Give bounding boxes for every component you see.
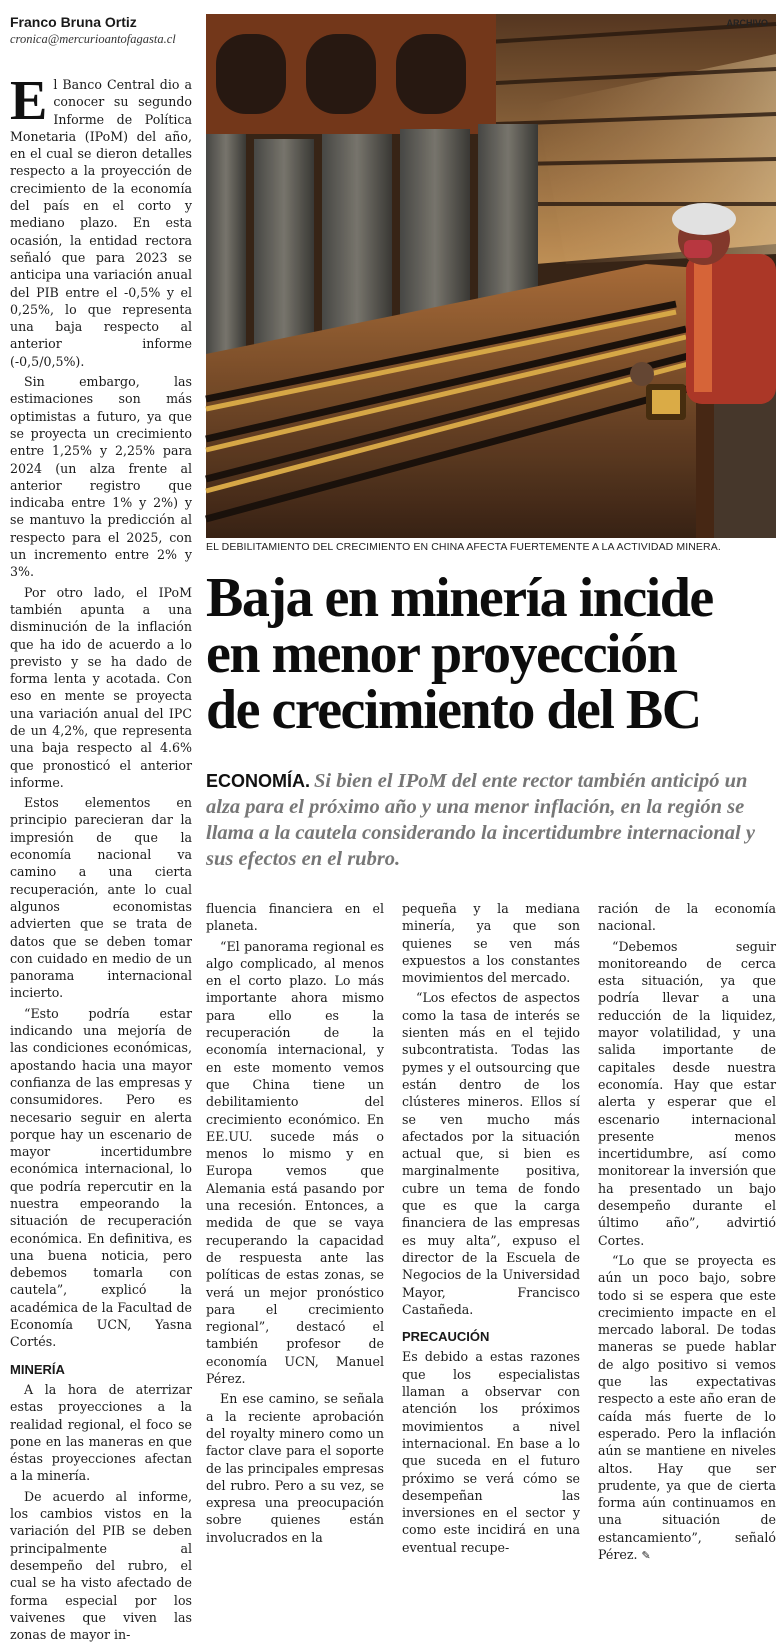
photo-credit: ARCHIVO [726,18,768,28]
paragraph: “Lo que se proyecta es aún un poco bajo, sobre todo si se espera que este crecimiento impacte en el mercado laboral. De todas maneras se puede hablar de algo positivo si vemos que las expectativas respecto a este año eran de caída más fuerte de lo esperado. Pero la inflación aún se mantiene en niveles altos. Hay que ser prudente, ya que de cierta forma aún continuamos en una situación de estancamiento”, señaló Pérez. ✎ [598,1252,776,1562]
headline-line: en menor proyección [206,623,677,685]
paragraph: “El panorama regional es algo complicado, al menos en el corto plazo. Lo más importante ahora mismo para ello es la recuperación de la economía internacional, y en este momento vemos que China tiene un debilitamiento del crecimiento económico. En EE.UU. sucede más o menos lo mismo y en Europa vemos que Alemania está pasando por una recesión. Entonces, a medida de que se vaya recuperando la capacidad de respuesta ante las políticas de estas zonas, se verá un mejor pronóstico para el crecimiento regional”, destacó el también profesor de economía UCN, Manuel Pérez. [206,938,384,1387]
section-label: ECONOMÍA. [206,771,311,791]
paragraph: pequeña y la mediana minería, ya que son quienes se ven más expuestos a los constantes movimientos del mercado. [402,901,580,986]
paragraph: En ese camino, se señala a la reciente aprobación del royalty minero como un factor clave para el soporte de las principales empresas del rubro. Pero a su vez, se expresa una preocupación sobre quienes están involucrados en la [206,1391,384,1545]
drop-cap: E [10,70,48,132]
paragraph: De acuerdo al informe, los cambios vistos en la variación del PIB se deben principalmente al desempeño del rubro, el cual se ha visto afectado de forma especial por los vaivenes que viven las zonas de mayor in- [10,1488,192,1643]
headline [206,567,776,741]
lead-text: Si bien el IPoM del ente rector también anticipó un alza para el próximo año y una menor inflación, en la región se llama a la cautela considerando la incertidumbre internacional y sus efectos en el rubro. [206,770,755,870]
article-column-3 [402,900,580,1559]
headline-line: Baja en minería incide [206,567,713,629]
paragraph: Estos elementos en principio parecieran dar la impresión de que la economía nacional va camino a una cierta recuperación, ante lo cual algunos economistas advierten que se trata de datos que se deben tomar con cuidado en medio de un panorama internacional incierto. [10,795,192,1001]
lead [206,768,766,872]
paragraph: “Los efectos de aspectos como la tasa de interés se sienten más en el tejido subcontratista. Todas las pymes y el outsourcing que están dentro de los clústeres mineros. Ellos sí se ven mucho más afectados por la situación actual que, si bien es marginalmente positiva, cubre un tema de fondo que es que la carga financiera de las empresas es muy alta”, expuso el director de la Escuela de Negocios de la Universidad Mayor, Francisco Castañeda. [402,990,580,1317]
photo-caption: EL DEBILITAMIENTO DEL CRECIMIENTO EN CHINA AFECTA FUERTEMENTE A LA ACTIVIDAD MINERA. [206,541,721,553]
end-mark-icon: ✎ [641,1548,651,1562]
author-name: Franco Bruna Ortiz [10,14,137,30]
paragraph: Sin embargo, las estimaciones son más optimistas a futuro, ya que se proyecta un crecimiento entre 1,25% y 2,25% para 2024 (un alza frente al anterior registro que indicaba entre 1% y 2%) y se mantuvo la predicción al respecto para el 2025, con un incremento entre 2% y 3%. [10,374,192,580]
author-email[interactable]: cronica@mercurioantofagasta.cl [10,32,176,46]
paragraph: “Debemos seguir monitoreando de cerca esta situación, ya que podría llevar a una reducción de la liquidez, mayor volatilidad, y una salida importante de capitales desde nuestra economía. Hay que estar alerta y esperar que el escenario internacional presente menos incertidumbre, así como monitorear la inversión que ha presentado un bajo desempeño durante el último año”, advirtió Cortes. [598,938,776,1248]
paragraph: Por otro lado, el IPoM también apunta a una disminución de la inflación que ha ido de acuerdo a lo previsto y se ha dado de forma lenta y acotada. Con eso en mente se proyecta una variación anual del IPC de un 4,2%, que representa una baja respecto al 4.6% que pronosticó el anterior informe. [10,584,192,790]
paragraph: A la hora de aterrizar estas proyecciones a la realidad regional, el foco se pone en las maneras en que éstas proyecciones afectan a la minería. [10,1381,192,1484]
subhead-mineria: MINERÍA [10,1361,65,1377]
article-column-1 [10,70,192,1646]
subhead-precaucion: PRECAUCIÓN [402,1329,490,1345]
paragraph: fluencia financiera en el planeta. [206,901,384,934]
paragraph: El Banco Central dio a conocer su segundo Informe de Política Monetaria (IPoM) del año, en el cual se dieron detalles respecto a la proyección de crecimiento de la economía del país en el corto y mediano plazo. En esta ocasión, la entidad rectora señaló que para 2023 se anticipa una variación anual del PIB entre el -0,5% y el 0,25%, lo que representa una baja respecto al anterior informe (-0,5/0,5%). [10,70,192,369]
copper-refinery-image [206,14,776,538]
article-column-4 [598,900,776,1567]
headline-line: de crecimiento del BC [206,679,701,741]
article-column-2 [206,900,384,1549]
paragraph: ración de la economía nacional. [598,901,776,934]
paragraph: “Esto podría estar indicando una mejoría de las condiciones económicas, apostando hacia una mayor confianza de las empresas y consumidores. Pero es necesario seguir en alerta porque hay un escenario de mayor incertidumbre económica internacional, lo que podría repercutir en la nuestra empeorando la situación de recuperación económica. En definitiva, es una buena noticia, pero debemos tomarla con cautela”, explicó la académica de la Facultad de Economía UCN, Yasna Cortés. [10,1005,192,1350]
mining-photo [206,14,776,538]
byline [10,14,200,47]
paragraph: Es debido a estas razones que los especialistas llaman a observar con atención los próximos movimientos a nivel internacional. En base a lo que suceda en el futuro próximo se verá cómo se desempeñan las inversiones en el sector y como este incidirá en una eventual recupe- [402,1349,580,1555]
